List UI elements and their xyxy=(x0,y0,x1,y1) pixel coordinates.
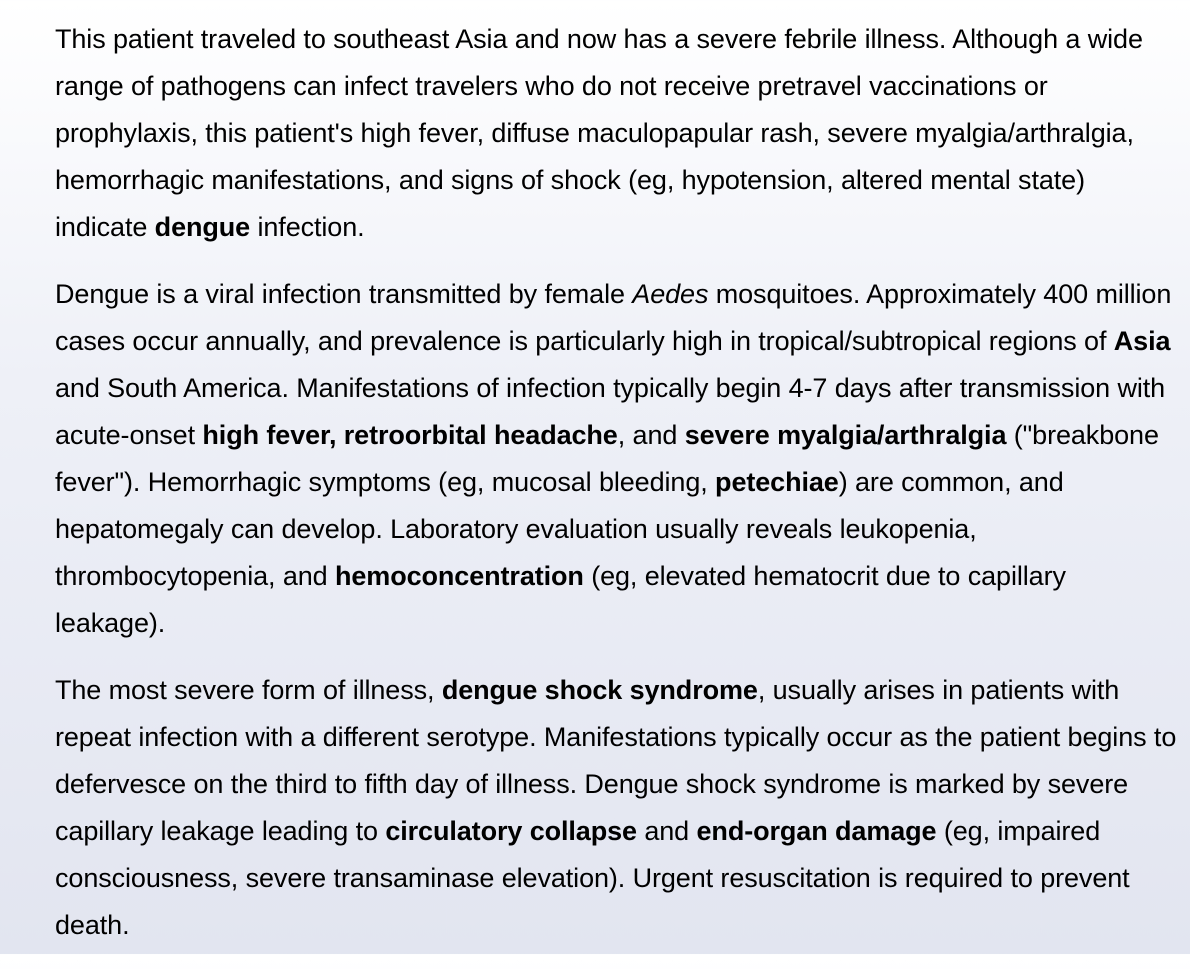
paragraph-dengue-overview xyxy=(55,271,1180,647)
text-run: and South America. Manifestations of infection typically begin 4-7 days after transmission with acute-onset xyxy=(55,373,1166,450)
bold-term: Asia xyxy=(1113,326,1171,356)
bold-term: end-organ damage xyxy=(696,816,937,846)
text-run: and xyxy=(636,816,697,846)
text-run: mosquitoes. Approximately 400 million cases occur annually, and prevalence is particularly high in tropical/subtropical regions of xyxy=(55,279,1172,356)
text-run: (eg, impaired consciousness, severe transaminase elevation). Urgent resuscitation is required to prevent death. xyxy=(55,816,1130,940)
explanation-text xyxy=(55,16,1180,969)
italic-term: Aedes xyxy=(632,279,709,309)
text-run: infection. xyxy=(250,212,365,242)
text-run: , and xyxy=(617,420,685,450)
bold-term: high fever, retroorbital headache xyxy=(202,420,618,450)
paragraph-dengue-shock-syndrome xyxy=(55,667,1180,949)
bold-term: circulatory collapse xyxy=(385,816,637,846)
text-run: ("breakbone fever"). Hemorrhagic symptoms (eg, mucosal bleeding, xyxy=(55,420,1159,497)
text-run: , usually arises in patients with repeat infection with a different serotype. Manifestations typically occur as the patient begins to defervesce on the third to fifth day of illness. Dengue shock syndrome is marked by severe capillary leakage leading to xyxy=(55,675,1177,846)
text-run: The most severe form of illness, xyxy=(55,675,442,705)
bold-term: hemoconcentration xyxy=(334,561,584,591)
bold-term: dengue xyxy=(154,212,251,242)
paragraph-diagnosis xyxy=(55,16,1180,251)
text-run: ) are common, and hepatomegaly can develop. Laboratory evaluation usually reveals leukopenia, thrombocytopenia, and xyxy=(55,467,1064,591)
bold-term: dengue shock syndrome xyxy=(441,675,758,705)
text-run: Dengue is a viral infection transmitted by female xyxy=(55,279,633,309)
bold-term: petechiae xyxy=(715,467,839,497)
bold-term: severe myalgia/arthralgia xyxy=(684,420,1007,450)
text-run: (eg, elevated hematocrit due to capillary leakage). xyxy=(55,561,1066,638)
text-run: This patient traveled to southeast Asia and now has a severe febrile illness. Although a wide range of pathogens can infect travelers who do not receive pretravel vaccinations or prophylaxis, this patient's high fever, diffuse maculopapular rash, severe myalgia/arthralgia, hemorrhagic manifestations, and signs of shock (eg, hypotension, altered mental state) indicate xyxy=(55,24,1143,242)
